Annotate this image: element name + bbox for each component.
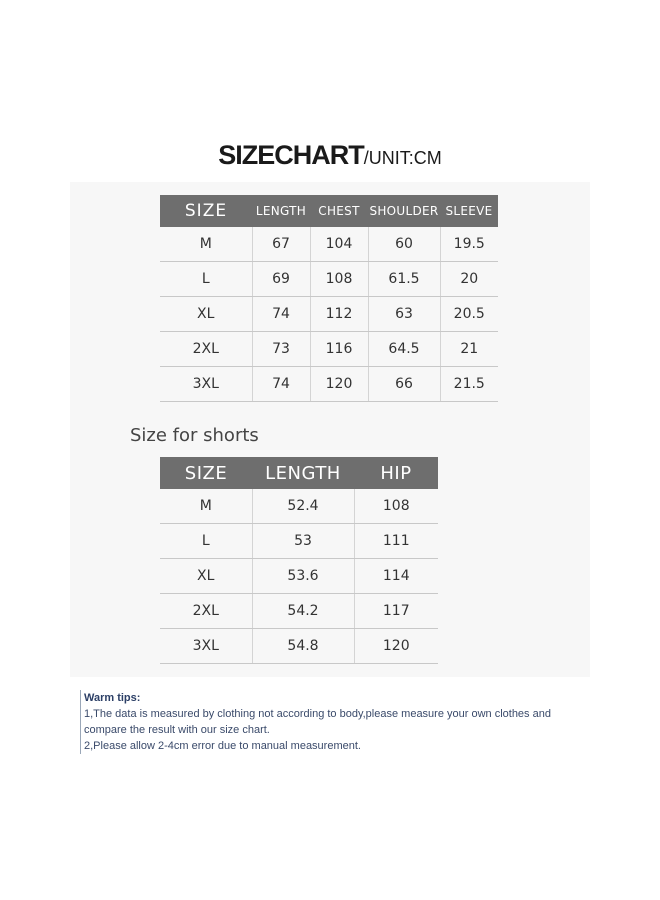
table-cell: 53.6 [252, 559, 354, 594]
table-row [160, 367, 498, 402]
table-cell: 61.5 [368, 262, 440, 297]
table-cell: 108 [310, 262, 368, 297]
table-cell: 111 [354, 524, 438, 559]
table-cell: M [160, 227, 252, 262]
table-header-row [160, 457, 438, 489]
heading-title: SIZECHART [218, 140, 364, 170]
table-cell: 2XL [160, 594, 252, 629]
table-cell: 2XL [160, 332, 252, 367]
warm-tips-title: Warm tips: [84, 692, 141, 704]
table-cell: 104 [310, 227, 368, 262]
table-cell: 60 [368, 227, 440, 262]
table-cell: 19.5 [440, 227, 498, 262]
table-cell: 108 [354, 489, 438, 524]
table-cell: 52.4 [252, 489, 354, 524]
column-header: LENGTH [252, 457, 354, 489]
table-cell: 116 [310, 332, 368, 367]
table-row [160, 332, 498, 367]
table-cell: 64.5 [368, 332, 440, 367]
table-row [160, 629, 438, 664]
warm-tip-line: compare the result with our size chart. [84, 724, 270, 736]
table-row [160, 524, 438, 559]
table-cell: 112 [310, 297, 368, 332]
table-row [160, 559, 438, 594]
table-cell: L [160, 262, 252, 297]
column-header: SHOULDER [368, 195, 440, 227]
table-cell: M [160, 489, 252, 524]
table-cell: 54.8 [252, 629, 354, 664]
heading-unit: /UNIT:CM [363, 148, 442, 168]
size-chart-heading [0, 140, 660, 171]
column-header: SLEEVE [440, 195, 498, 227]
warm-tip-line: 1,The data is measured by clothing not according to body,please measure your own clothes and [84, 708, 551, 720]
table-row [160, 594, 438, 629]
table-cell: 66 [368, 367, 440, 402]
table-cell: 54.2 [252, 594, 354, 629]
table-cell: 21 [440, 332, 498, 367]
column-header: HIP [354, 457, 438, 489]
table-header-row [160, 195, 498, 227]
table-row [160, 489, 438, 524]
table-row [160, 227, 498, 262]
table-cell: L [160, 524, 252, 559]
column-header: SIZE [160, 457, 252, 489]
table-row [160, 262, 498, 297]
table-cell: XL [160, 297, 252, 332]
table-cell: 74 [252, 367, 310, 402]
table-cell: 3XL [160, 367, 252, 402]
shorts-section-title: Size for shorts [130, 425, 259, 446]
table-cell: 120 [354, 629, 438, 664]
table-cell: 53 [252, 524, 354, 559]
table-cell: 73 [252, 332, 310, 367]
table-cell: 21.5 [440, 367, 498, 402]
table-cell: 114 [354, 559, 438, 594]
shorts-size-table [160, 457, 438, 664]
table-cell: 63 [368, 297, 440, 332]
table-cell: 3XL [160, 629, 252, 664]
column-header: CHEST [310, 195, 368, 227]
table-cell: 67 [252, 227, 310, 262]
table-cell: 74 [252, 297, 310, 332]
table-cell: 69 [252, 262, 310, 297]
warm-tips [80, 690, 604, 754]
table-cell: 20 [440, 262, 498, 297]
column-header: SIZE [160, 195, 252, 227]
table-cell: 117 [354, 594, 438, 629]
warm-tip-line: 2,Please allow 2-4cm error due to manual measurement. [84, 740, 361, 752]
table-cell: XL [160, 559, 252, 594]
table-row [160, 297, 498, 332]
column-header: LENGTH [252, 195, 310, 227]
shirt-size-table [160, 195, 498, 402]
table-cell: 120 [310, 367, 368, 402]
table-cell: 20.5 [440, 297, 498, 332]
